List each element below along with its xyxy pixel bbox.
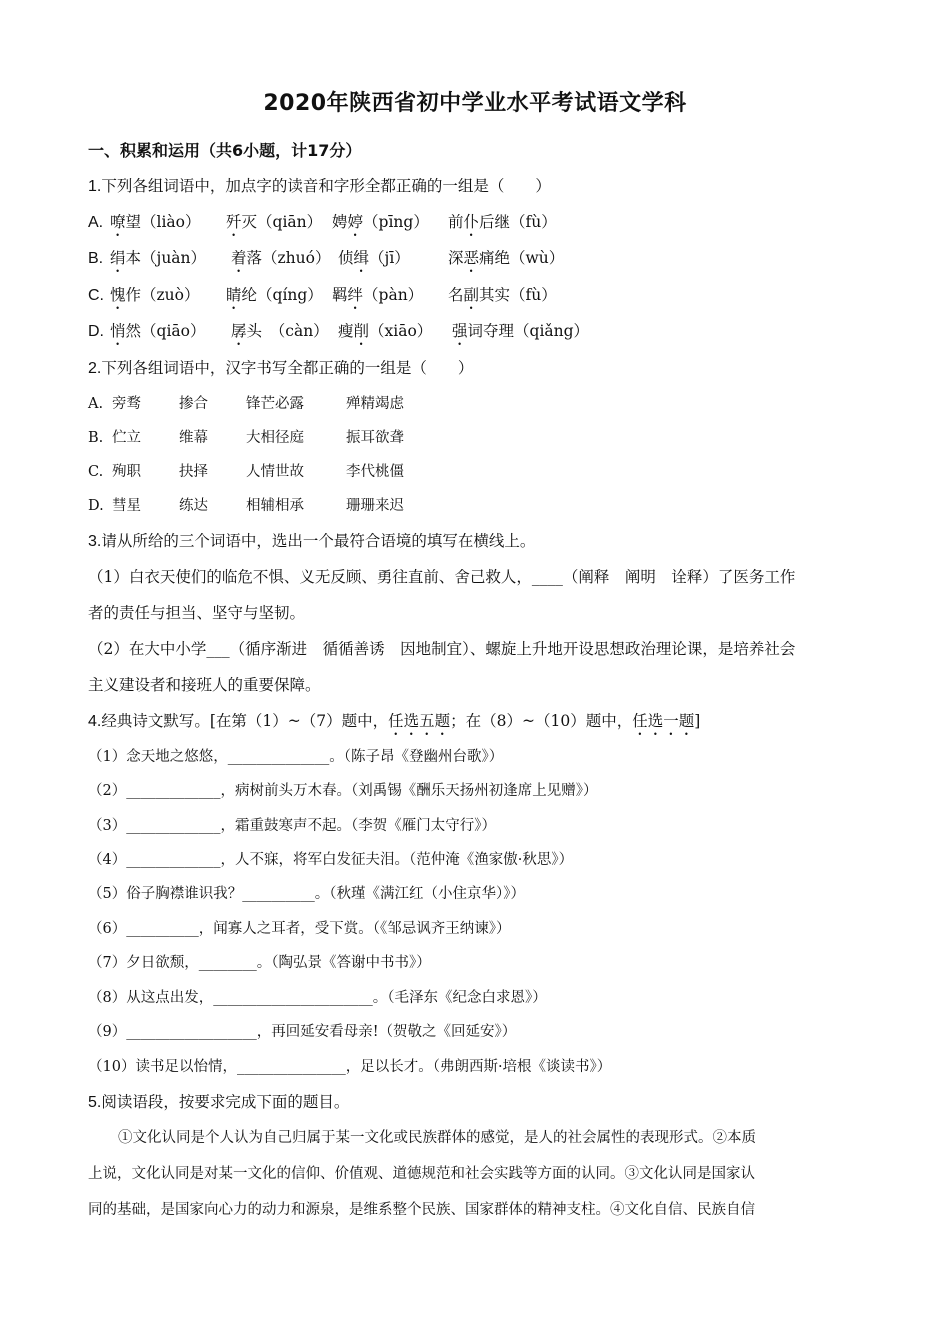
- q1-option-b: [88, 247, 565, 270]
- question-number: 5.: [88, 1094, 102, 1111]
- option-word: 练达: [179, 498, 208, 514]
- option-word: 殉职: [112, 464, 141, 480]
- option-item: 愧作（zuò）: [110, 286, 200, 304]
- option-word: 殚精竭虑: [346, 396, 404, 412]
- dotted-char: 削: [353, 322, 370, 340]
- section-heading: 一、积累和运用（共6小题，计17分）: [88, 141, 362, 160]
- option-item: 羁绊（pàn）: [332, 286, 424, 304]
- option-word: 相辅相承: [246, 498, 304, 514]
- option-word: 大相径庭: [246, 430, 304, 446]
- question-1-stem: [88, 175, 551, 198]
- option-item: 着落（zhuó）: [231, 249, 331, 267]
- q3-sentence-2-cont: 主义建设者和接班人的重要保障。: [88, 676, 321, 694]
- option-item: 孱头 （càn）: [231, 322, 329, 340]
- q3-sentence-2: （2）在大中小学___（循序渐进 循循善诱 因地制宜）、螺旋上升地开设思想政治理论课，是培养社会: [88, 640, 796, 658]
- option-word: 旁骛: [112, 396, 141, 412]
- option-label: C.: [88, 287, 104, 304]
- option-item: 前仆后继（fù）: [448, 213, 557, 231]
- question-text: 请从所给的三个词语中，选出一个最符合语境的填写在横线上。: [101, 532, 536, 550]
- dotted-char: 睛: [226, 286, 242, 304]
- question-text: ；在（8）~（10）题中，: [450, 712, 633, 730]
- q2-option-c: [88, 461, 404, 483]
- option-item: 嘹望（liào）: [110, 213, 201, 231]
- option-word: 李代桃僵: [346, 464, 404, 480]
- q2-option-a: [88, 393, 404, 415]
- dotted-char: 副: [463, 286, 480, 304]
- question-number: 3.: [88, 533, 102, 550]
- question-text: ]: [694, 712, 701, 730]
- recitation-line: （1）念天地之悠悠，______________。（陈子昂《登幽州台歌》）: [88, 749, 504, 765]
- dotted-char: 着: [231, 249, 247, 267]
- option-word: 维幕: [179, 430, 208, 446]
- option-label: B.: [88, 430, 104, 446]
- dotted-char: 绊: [347, 286, 364, 304]
- question-number: 1.: [88, 178, 102, 195]
- dotted-char: 强: [452, 322, 468, 340]
- option-label: B.: [88, 250, 104, 267]
- dotted-char: 悄: [110, 322, 126, 340]
- dotted-char: 婷: [347, 213, 364, 231]
- recitation-line: （3）_____________，霜重鼓寒声不起。（李贺《雁门太守行》）: [88, 818, 496, 834]
- q1-option-c: [88, 284, 557, 307]
- option-word: 伫立: [112, 430, 141, 446]
- option-label: D.: [88, 323, 104, 340]
- q3-sentence-1-cont: 者的责任与担当、坚守与坚韧。: [88, 604, 306, 622]
- recitation-line: （5）俗子胸襟谁识我？__________。（秋瑾《满江红（小住京华）》）: [88, 886, 525, 902]
- recitation-line: （6）__________，闻寡人之耳者，受下赏。（《邹忌讽齐王纳谏》）: [88, 921, 511, 937]
- dotted-char: 恶: [463, 249, 480, 267]
- passage-line: 同的基础，是国家向心力的动力和源泉，是维系整个民族、国家群体的精神支柱。④文化自信、民族自信: [88, 1202, 755, 1218]
- option-word: 彗星: [112, 498, 141, 514]
- question-4-stem: [88, 710, 700, 739]
- passage-line: ①文化认同是个人认为自己归属于某一文化或民族群体的感觉，是人的社会属性的表现形式。②本质: [118, 1130, 756, 1146]
- question-text: 下列各组词语中，汉字书写全都正确的一组是（ ）: [101, 359, 474, 377]
- option-word: 掺合: [179, 396, 208, 412]
- option-word: 人情世故: [246, 464, 304, 480]
- option-item: 深恶痛绝（wù）: [448, 249, 565, 267]
- dotted-char: 仆: [463, 213, 480, 231]
- question-number: 2.: [88, 360, 102, 377]
- option-word: 振耳欲聋: [346, 430, 404, 446]
- question-text: 经典诗文默写。[在第（1）~（7）题中，: [101, 712, 389, 730]
- emphasis-text: 任选一题: [632, 712, 695, 730]
- q1-option-d: [88, 320, 590, 343]
- option-item: 歼灭（qiān）: [226, 213, 323, 231]
- option-word: 锋芒必露: [246, 396, 304, 412]
- option-item: 睛纶（qíng）: [226, 286, 323, 304]
- recitation-line: （9）__________________，再回延安看母亲!（贺敬之《回延安》）: [88, 1024, 517, 1040]
- emphasis-text: 任选五题: [388, 712, 451, 730]
- page-title: 2020年陕西省初中学业水平考试语文学科: [263, 91, 687, 116]
- option-label: A.: [88, 214, 104, 231]
- recitation-line: （8）从这点出发，______________________。（毛泽东《纪念白求恩》）: [88, 990, 547, 1006]
- q2-option-b: [88, 427, 404, 449]
- dotted-char: 绢: [110, 249, 126, 267]
- dotted-char: 愧: [110, 286, 126, 304]
- recitation-line: （10）读书足以怡情，_______________，足以长才。（弗朗西斯·培根《谈读书》）: [88, 1059, 612, 1075]
- question-2-stem: [88, 357, 473, 380]
- dotted-char: 嘹: [110, 213, 126, 231]
- option-label: D.: [88, 498, 104, 514]
- dotted-char: 孱: [231, 322, 247, 340]
- option-item: 瘦削（xiāo）: [338, 322, 433, 340]
- option-word: 珊珊来迟: [346, 498, 404, 514]
- dotted-char: 缉: [353, 249, 370, 267]
- recitation-line: （2）_____________，病树前头万木春。（刘禹锡《酬乐天扬州初逢席上见赠》）: [88, 783, 598, 799]
- recitation-line: （4）_____________，人不寐，将军白发征夫泪。（范仲淹《渔家傲·秋思》）: [88, 852, 574, 868]
- question-number: 4.: [88, 713, 102, 730]
- passage-line: 上说，文化认同是对某一文化的信仰、价值观、道德规范和社会实践等方面的认同。③文化认同是国家认: [88, 1166, 755, 1182]
- question-text: 阅读语段，按要求完成下面的题目。: [101, 1093, 350, 1111]
- option-item: 娉婷（pīng）: [332, 213, 429, 231]
- option-item: 悄然（qiāo）: [110, 322, 206, 340]
- question-3-stem: [88, 530, 535, 553]
- option-label: A.: [88, 396, 104, 412]
- option-item: 强词夺理（qiǎng）: [452, 322, 590, 340]
- q1-option-a: [88, 211, 557, 234]
- option-label: C.: [88, 464, 104, 480]
- option-item: 绢本（juàn）: [110, 249, 207, 267]
- recitation-line: （7）夕日欲颓，________。（陶弘景《答谢中书书》）: [88, 955, 431, 971]
- question-5-stem: [88, 1091, 349, 1114]
- dotted-char: 歼: [226, 213, 242, 231]
- q3-sentence-1: （1）白衣天使们的临危不惧、义无反顾、勇往直前、舍己救人，____（阐释 阐明 诠释）了医务工作: [88, 568, 796, 586]
- option-item: 侦缉（jī）: [338, 249, 410, 267]
- q2-option-d: [88, 495, 404, 517]
- option-item: 名副其实（fù）: [448, 286, 557, 304]
- question-text: 下列各组词语中，加点字的读音和字形全都正确的一组是（ ）: [101, 177, 551, 195]
- option-word: 抉择: [179, 464, 208, 480]
